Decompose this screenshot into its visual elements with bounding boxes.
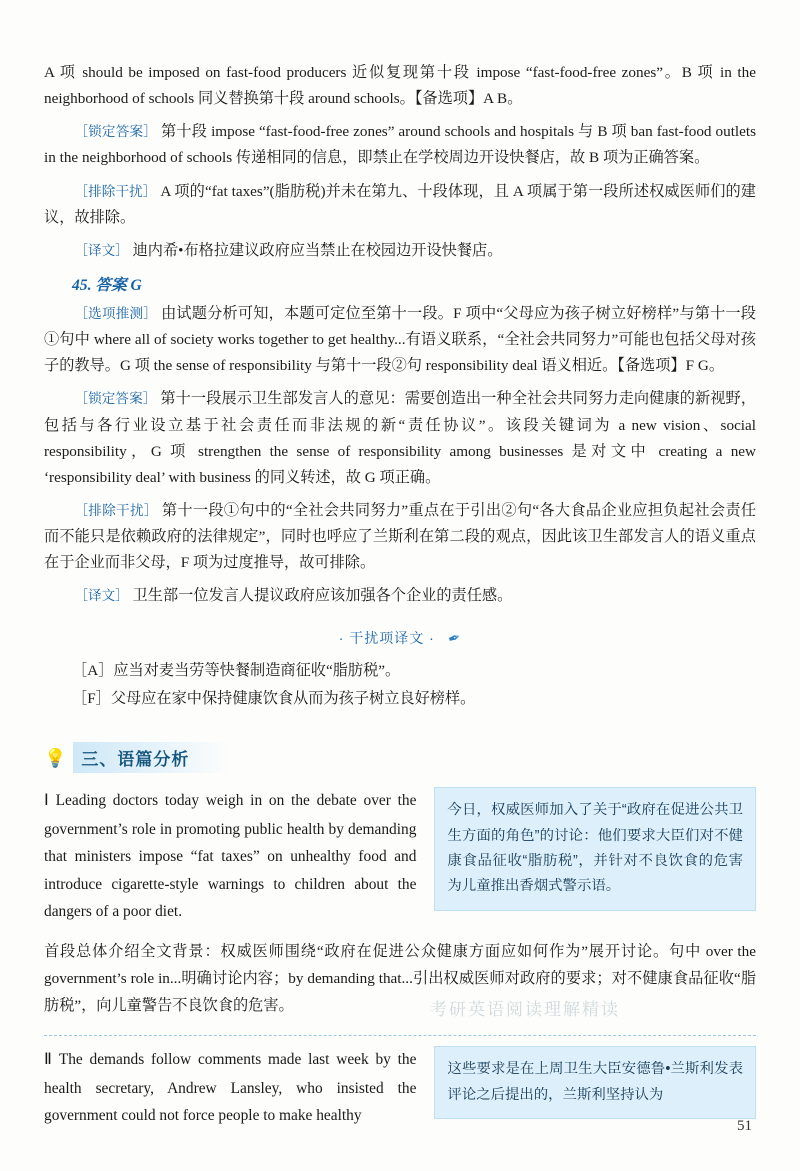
passage-roman-2: Ⅱ bbox=[44, 1051, 55, 1069]
distractor-item-f: ［F］父母应在家中保持健康饮食从而为孩子树立良好榜样。 bbox=[72, 690, 476, 708]
passage-chinese-1: 今日，权威医师加入了关于“政府在促进公共卫生方面的角色”的讨论：他们要求大臣们对不健康食品征收“脂肪税”，并针对不良饮食的危害为儿童推出香烟式警示语。 bbox=[434, 787, 756, 910]
paragraph-q45-translation bbox=[44, 583, 756, 609]
paragraph-lock-answer-text: 第十段 impose “fast-food-free zones” around schools and hospitals 与 B 项 ban fast-food outlets in the neighborhood of schools 传递相同的信息，即禁止在学校周边开设快餐店，故 B 项为正确答案。 bbox=[44, 123, 757, 167]
passage-english-2 bbox=[44, 1046, 416, 1129]
passage-analysis-1 bbox=[44, 939, 756, 1019]
passage-english-2-text: The demands follow comments made last week by the health secretary, Andrew Lansley, who insisted the government could not force people to make healthy bbox=[44, 1051, 417, 1125]
question-45-heading: 45. 答案 G bbox=[72, 276, 142, 294]
passage-roman-1: Ⅰ bbox=[44, 792, 52, 810]
tag-lock-answer: ［锁定答案］ bbox=[74, 124, 158, 140]
tag-option-inference: ［选项推测］ bbox=[74, 305, 158, 321]
section-title: 三、语篇分析 bbox=[73, 742, 229, 773]
paragraph-q45-lock-text: 第十一段展示卫生部发言人的意见：需要创造出一种全社会共同努力走向健康的新视野，包括与各行业设立基于社会责任而非法规的新“责任协议”。该段关键词为 a new vision、social responsibility，G 项 strengthen the sense of responsibility among businesses 是对文中 creating a new ‘responsibility deal’ with business 的同义转述，故 G 项正确。 bbox=[44, 390, 757, 486]
paragraph-lock-answer bbox=[44, 119, 756, 171]
divider bbox=[44, 1035, 756, 1036]
paragraph-exclude bbox=[44, 179, 756, 231]
passage-english-1-text: Leading doctors today weigh in on the debate over the government’s role in promoting public health by demanding that ministers impose “fat taxes” on unhealthy food and introduce cigarette-style warnings to children about the dangers of a poor diet. bbox=[44, 792, 417, 920]
section-header-discourse-analysis bbox=[44, 742, 756, 773]
paragraph-translation-text: 迪内希•布格拉建议政府应当禁止在校园边开设快餐店。 bbox=[132, 241, 503, 259]
tag-translation: ［译文］ bbox=[74, 242, 129, 258]
distractor-title: · 干扰项译文 · bbox=[338, 629, 435, 646]
distractor-item-a: ［A］应当对麦当劳等快餐制造商征收“脂肪税”。 bbox=[72, 661, 401, 679]
paragraph-exclude-text: A 项的“fat taxes”(脂肪税)并未在第九、十段体现，且 A 项属于第一段所述权威医师们的建议，故排除。 bbox=[44, 182, 756, 226]
passage-analysis-1-text: 首段总体介绍全文背景：权威医师围绕“政府在促进公众健康方面应如何作为”展开讨论。句中 over the government’s role in...明确讨论内容；by demanding that...引出权威医师对政府的要求；对不健康食品征收“脂肪税”，向儿童警告不良饮食的危害。 bbox=[44, 943, 756, 1014]
passage-block-1 bbox=[44, 787, 756, 925]
paragraph-option-analysis bbox=[44, 60, 756, 112]
tag-exclude-q45: ［排除干扰］ bbox=[74, 502, 158, 518]
paragraph-q45-exclude-text: 第十一段①句中的“全社会共同努力”重点在于引出②句“各大食品企业应担负起社会责任而不能只是依赖政府的法律规定”，同时也呼应了兰斯利在第二段的观点，因此该卫生部发言人的语义重点在于企业而非父母，F 项为过度推导，故可排除。 bbox=[44, 501, 757, 572]
tag-exclude: ［排除干扰］ bbox=[74, 183, 157, 199]
tag-lock-answer-q45: ［锁定答案］ bbox=[74, 391, 157, 407]
paragraph-option-analysis-text: A 项 should be imposed on fast-food producers 近似复现第十段 impose “fast-food-free zones”。B 项 in the neighborhood of schools 同义替换第十段 around schools。【备选项】A B。 bbox=[44, 64, 756, 108]
paragraph-translation bbox=[44, 238, 756, 264]
tag-translation-q45: ［译文］ bbox=[74, 588, 129, 604]
distractor-ornament bbox=[44, 628, 756, 648]
paragraph-q45-translation-text: 卫生部一位发言人提议政府应该加强各个企业的责任感。 bbox=[132, 587, 513, 605]
passage-english-1 bbox=[44, 787, 416, 925]
watermark: 考研英语阅读理解精读 bbox=[430, 1000, 620, 1019]
paragraph-q45-exclude bbox=[44, 498, 756, 576]
passage-block-2 bbox=[44, 1046, 756, 1129]
page-number: 51 bbox=[737, 1118, 752, 1134]
lightbulb-icon: 💡 bbox=[44, 747, 67, 768]
passage-chinese-2: 这些要求是在上周卫生大臣安德鲁•兰斯利发表评论之后提出的，兰斯利坚持认为 bbox=[434, 1046, 756, 1119]
paragraph-option-inference-text: 由试题分析可知，本题可定位至第十一段。F 项中“父母应为孩子树立好榜样”与第十一段①句中 where all of society works together to get healthy...有语义联系，“全社会共同努力”可能也包括父母对孩子的教导。G 项 the sense of responsibility 与第十一段②句 responsibility deal 语义相近。【备选项】F G。 bbox=[44, 304, 756, 375]
page-content bbox=[44, 60, 756, 1129]
pen-icon: ✒ bbox=[445, 627, 464, 649]
paragraph-option-inference bbox=[44, 301, 756, 379]
paragraph-q45-lock bbox=[44, 386, 756, 491]
